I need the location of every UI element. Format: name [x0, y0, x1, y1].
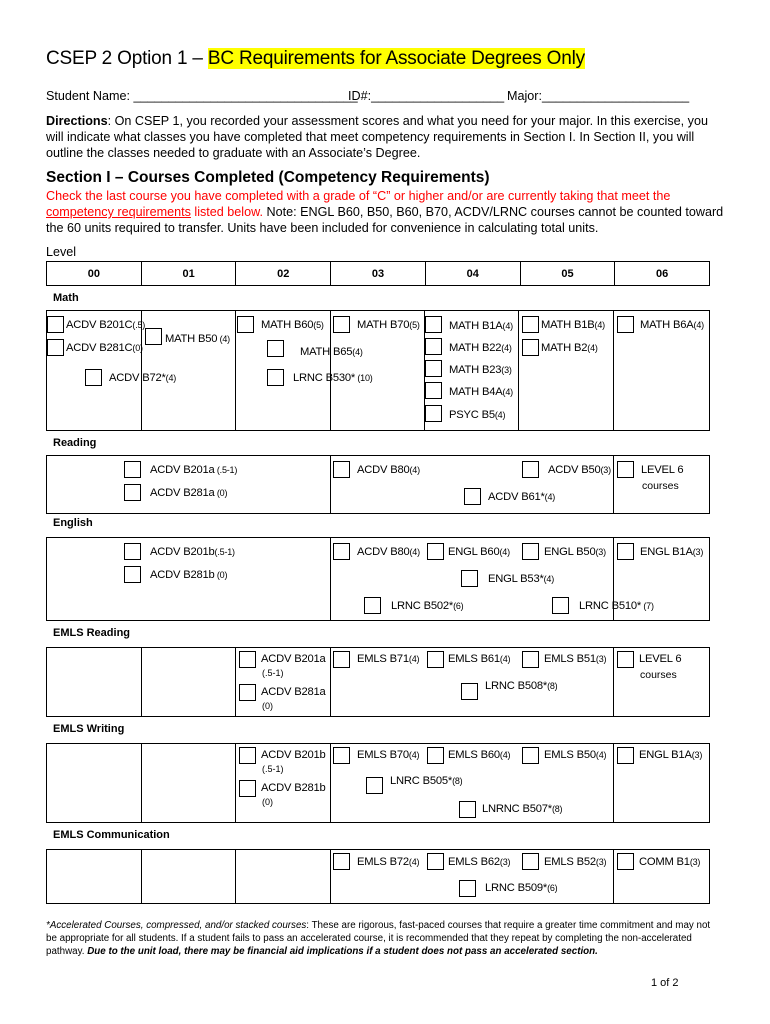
emls-b61-units: (4): [499, 654, 511, 664]
comm-b1-checkbox[interactable]: [617, 853, 634, 870]
math-b50-units: (4): [217, 334, 230, 344]
emls-writing-acdv-b281b-checkbox[interactable]: [239, 780, 256, 797]
emls-b60-checkbox[interactable]: [427, 747, 444, 764]
instructions-red: Check the last course you have completed with a grade of “C” or higher and/or are currently taking that meet the: [46, 189, 671, 203]
engl-b53-name: ENGL B53*: [488, 573, 544, 585]
acdv-b72-checkbox[interactable]: [85, 369, 102, 386]
reading-acdv-b61-checkbox[interactable]: [464, 488, 481, 505]
math-b6a-checkbox[interactable]: [617, 316, 634, 333]
reading-acdv-b50-name: ACDV B50: [548, 464, 601, 476]
major-field[interactable]: Major:_____________________: [507, 89, 690, 103]
section-instructions: [46, 188, 728, 236]
acdv-b201c-units: (.5): [132, 320, 146, 330]
acdv-b281c-label: [66, 342, 143, 354]
emls-b72-units: (4): [408, 857, 420, 867]
engl-b60-checkbox[interactable]: [427, 543, 444, 560]
english-engl-b1a-label: [640, 546, 703, 558]
level-02: 02: [236, 262, 331, 285]
emls-b51-name: EMLS B51: [544, 653, 596, 665]
page-number: 1 of 2: [651, 977, 679, 989]
acdv-b201c-checkbox[interactable]: [47, 316, 64, 333]
directions-label: Directions: [46, 114, 108, 128]
emls-reading-section-label: EMLS Reading: [53, 627, 131, 639]
english-engl-b1a-units: (3): [692, 547, 704, 557]
emls-b51-units: (3): [595, 654, 607, 664]
emls-b62-label: [448, 856, 510, 868]
emls-writing-acdv-b281b-label: ACDV B281b: [261, 782, 326, 794]
psyc-b5-name: PSYC B5: [449, 409, 495, 421]
math-b1a-name: MATH B1A: [449, 320, 503, 332]
math-b1b-units: (4): [594, 320, 605, 330]
math-b1b-name: MATH B1B: [541, 319, 595, 331]
lrnc-b502-name: LRNC B502*: [391, 600, 454, 612]
lrnc-b502-label: [391, 600, 463, 612]
math-b1a-label: [449, 320, 513, 332]
acdv-b72-units: (4): [165, 373, 177, 383]
footnote-text: : These are rigorous, fast-paced courses that require a greater time commitment and may not be appropriate for all students. If a student fails to pass an accelerated course, it is recommended that they repeat by completing the non-accelerated pathway.: [46, 920, 711, 957]
english-engl-b1a-name: ENGL B1A: [640, 546, 693, 558]
math-b60-checkbox[interactable]: [237, 316, 254, 333]
reading-acdv-b61-name: ACDV B61*: [488, 491, 545, 503]
level-label: Level: [46, 245, 77, 259]
acdv-b281c-checkbox[interactable]: [47, 339, 64, 356]
lnrnc-b507-label: [482, 803, 562, 815]
reading-acdv-b50-checkbox[interactable]: [522, 461, 539, 478]
emls-b62-checkbox[interactable]: [427, 853, 444, 870]
math-b23-checkbox[interactable]: [425, 360, 442, 377]
emls-b70-units: (4): [408, 750, 420, 760]
emls-reading-acdv-b201a-label: ACDV B201a: [261, 653, 326, 665]
psyc-b5-checkbox[interactable]: [425, 405, 442, 422]
section-heading: Section I – Courses Completed (Competency Requirements): [46, 169, 490, 186]
math-b2-label: [541, 342, 598, 354]
reading-acdv-b281a-units: (0): [214, 488, 228, 498]
math-b50-label: [165, 333, 230, 345]
emls-b61-name: EMLS B61: [448, 653, 500, 665]
level-05: 05: [521, 262, 616, 285]
emls-b51-label: [544, 653, 606, 665]
emls-reading-acdv-b281a-units: (0): [262, 701, 273, 711]
reading-acdv-b50-label: [548, 464, 611, 476]
math-b2-name: MATH B2: [541, 342, 588, 354]
english-acdv-b281b-label: [150, 569, 227, 581]
emls-b72-name: EMLS B72: [357, 856, 409, 868]
emls-writing-engl-b1a-label: [639, 749, 702, 761]
lnrnc-b507-checkbox[interactable]: [459, 801, 476, 818]
lnrnc-b507-units: (8): [551, 804, 563, 814]
emls-b62-name: EMLS B62: [448, 856, 500, 868]
math-b4a-units: (4): [502, 387, 513, 397]
emls-b51-checkbox[interactable]: [522, 651, 539, 668]
math-section-label: Math: [53, 292, 79, 304]
emls-writing-acdv-b201b-checkbox[interactable]: [239, 747, 256, 764]
math-b70-label: [357, 319, 420, 331]
math-b65-name: MATH B65: [300, 346, 353, 358]
acdv-b72-label: [109, 372, 176, 384]
math-b4a-checkbox[interactable]: [425, 382, 442, 399]
footnote: [46, 919, 718, 958]
lrnc-b510-units: (7): [641, 601, 654, 611]
emls-writing-acdv-b201b-units: (.5-1): [262, 764, 284, 774]
math-b65-label: [300, 346, 363, 358]
id-field[interactable]: ID#:___________________: [348, 89, 505, 103]
reading-acdv-b281a-checkbox[interactable]: [124, 484, 141, 501]
engl-b53-checkbox[interactable]: [461, 570, 478, 587]
emls-b71-units: (4): [408, 654, 420, 664]
math-b65-checkbox[interactable]: [267, 340, 284, 357]
emls-b61-label: [448, 653, 510, 665]
reading-acdv-b281a-name: ACDV B281a: [150, 487, 215, 499]
engl-b60-label: [448, 546, 510, 558]
english-acdv-b281b-name: ACDV B281b: [150, 569, 215, 581]
reading-acdv-b281a-label: [150, 487, 227, 499]
emls-b71-name: EMLS B71: [357, 653, 409, 665]
reading-acdv-b201a-checkbox[interactable]: [124, 461, 141, 478]
english-acdv-b281b-units: (0): [214, 570, 228, 580]
instructions-note: Note: ENGL B60, B50, B60, B70, ACDV/LRNC courses cannot be counted toward the 60 units required to transfer. Units have been included for convenience in calculating total units.: [46, 205, 724, 235]
math-b6a-label: [640, 319, 704, 331]
lrnc-b502-units: (6): [453, 601, 464, 611]
lrnc-b508-name: LRNC B508*: [485, 680, 548, 692]
emls-b71-label: [357, 653, 419, 665]
math-b4a-label: [449, 386, 513, 398]
engl-b50-label: [544, 546, 606, 558]
lnrc-b505-label: [390, 775, 462, 787]
comm-b1-label: [639, 856, 700, 868]
emls-writing-acdv-b201b-label: ACDV B201b: [261, 749, 326, 761]
emls-writing-engl-b1a-name: ENGL B1A: [639, 749, 692, 761]
math-b22-label: [449, 342, 512, 354]
comm-b1-units: (3): [689, 857, 701, 867]
lnrnc-b507-name: LNRNC B507*: [482, 803, 552, 815]
reading-acdv-b61-label: [488, 491, 555, 503]
emls-b60-label: [448, 749, 510, 761]
emls-b50-checkbox[interactable]: [522, 747, 539, 764]
lrnc-b502-checkbox[interactable]: [364, 597, 381, 614]
emls-b72-checkbox[interactable]: [333, 853, 350, 870]
emls-writing-engl-b1a-units: (3): [691, 750, 703, 760]
math-b22-units: (4): [501, 343, 512, 353]
lrnc-b508-units: (8): [547, 681, 558, 691]
emls-writing-section-label: EMLS Writing: [53, 723, 125, 735]
emls-reading-acdv-b281a-label: ACDV B281a: [261, 686, 326, 698]
math-b6a-units: (4): [693, 320, 704, 330]
emls-b71-checkbox[interactable]: [333, 651, 350, 668]
engl-b60-units: (4): [499, 547, 510, 557]
math-b60-label: [261, 319, 324, 331]
math-b65-units: (4): [352, 347, 363, 357]
lrnc-b509-name: LRNC B509*: [485, 882, 548, 894]
emls-reading-acdv-b281a-checkbox[interactable]: [239, 684, 256, 701]
emls-b60-units: (4): [499, 750, 511, 760]
reading-acdv-b50-units: (3): [600, 465, 611, 475]
engl-b50-checkbox[interactable]: [522, 543, 539, 560]
math-b70-checkbox[interactable]: [333, 316, 350, 333]
engl-b60-name: ENGL B60: [448, 546, 500, 558]
math-b60-name: MATH B60: [261, 319, 314, 331]
lnrc-b505-name: LNRC B505*: [390, 775, 453, 787]
emls-b62-units: (3): [499, 857, 511, 867]
reading-acdv-b80-name: ACDV B80: [357, 464, 410, 476]
lnrc-b505-units: (8): [452, 776, 463, 786]
emls-reading-level6-label: LEVEL 6: [639, 653, 682, 665]
math-b1b-label: [541, 319, 605, 331]
lrnc-b510-name: LRNC B510*: [579, 600, 642, 612]
emls-b50-name: EMLS B50: [544, 749, 596, 761]
reading-acdv-b201a-name: ACDV B201a: [150, 464, 215, 476]
emls-b50-units: (4): [595, 750, 607, 760]
math-b50-name: MATH B50: [165, 333, 218, 345]
lrnc-b509-units: (6): [547, 883, 558, 893]
level-00: 00: [47, 262, 142, 285]
footnote-warning: Due to the unit load, there may be financial aid implications if a student does not pass an accelerated section.: [87, 946, 598, 957]
emls-communication-section-label: EMLS Communication: [53, 829, 170, 841]
math-b2-checkbox[interactable]: [522, 339, 539, 356]
directions-text: : On CSEP 1, you recorded your assessment scores and what you need for your major. In this exercise, you will indicate what classes you have completed that meet competency requirements in Section I. In Section II, you will outline the classes needed to graduate with an Associate’s Degree.: [46, 114, 708, 160]
math-b22-name: MATH B22: [449, 342, 502, 354]
lnrc-b505-checkbox[interactable]: [366, 777, 383, 794]
reading-level6-sub: courses: [642, 480, 679, 492]
emls-reading-acdv-b201a-checkbox[interactable]: [239, 651, 256, 668]
emls-b52-checkbox[interactable]: [522, 853, 539, 870]
math-b23-label: [449, 364, 512, 376]
math-b6a-name: MATH B6A: [640, 319, 694, 331]
math-b70-units: (5): [409, 320, 420, 330]
emls-b50-label: [544, 749, 606, 761]
english-acdv-b201b-label: [150, 546, 235, 558]
page-title: [46, 48, 585, 70]
lrnc-b530-name: LRNC B530*: [293, 372, 356, 384]
lrnc-b508-checkbox[interactable]: [461, 683, 478, 700]
lrnc-b509-label: [485, 882, 557, 894]
english-acdv-b80-checkbox[interactable]: [333, 543, 350, 560]
math-b2-units: (4): [587, 343, 598, 353]
math-b1a-units: (4): [502, 321, 513, 331]
psyc-b5-label: [449, 409, 505, 421]
emls-b60-name: EMLS B60: [448, 749, 500, 761]
lrnc-b530-label: [293, 372, 373, 384]
english-section-label: English: [53, 517, 93, 529]
reading-acdv-b80-checkbox[interactable]: [333, 461, 350, 478]
footnote-label: *Accelerated Courses, compressed, and/or stacked courses: [46, 920, 307, 931]
math-b23-name: MATH B23: [449, 364, 502, 376]
math-b50-checkbox[interactable]: [145, 328, 162, 345]
title-prefix: CSEP 2 Option 1 –: [46, 48, 208, 69]
math-b1a-checkbox[interactable]: [425, 316, 442, 333]
english-acdv-b201b-name: ACDV B201b: [150, 546, 215, 558]
lrnc-b530-checkbox[interactable]: [267, 369, 284, 386]
emls-b61-checkbox[interactable]: [427, 651, 444, 668]
math-b1b-checkbox[interactable]: [522, 316, 539, 333]
english-acdv-b281b-checkbox[interactable]: [124, 566, 141, 583]
emls-reading-level6-checkbox[interactable]: [617, 651, 634, 668]
level-01: 01: [142, 262, 237, 285]
math-b70-name: MATH B70: [357, 319, 410, 331]
engl-b53-label: [488, 573, 554, 585]
math-b4a-name: MATH B4A: [449, 386, 503, 398]
emls-writing-engl-b1a-checkbox[interactable]: [617, 747, 634, 764]
reading-section-label: Reading: [53, 437, 97, 449]
reading-acdv-b201a-label: [150, 464, 237, 476]
english-acdv-b201b-units: (.5-1): [214, 547, 235, 557]
engl-b53-units: (4): [543, 574, 555, 584]
comm-b1-name: COMM B1: [639, 856, 690, 868]
emls-b70-checkbox[interactable]: [333, 747, 350, 764]
english-acdv-b80-name: ACDV B80: [357, 546, 410, 558]
engl-b50-name: ENGL B50: [544, 546, 596, 558]
lrnc-b508-label: [485, 680, 557, 692]
emls-b52-units: (3): [595, 857, 607, 867]
level-03: 03: [331, 262, 426, 285]
psyc-b5-units: (4): [494, 410, 506, 420]
title-highlight: BC Requirements for Associate Degrees Only: [207, 48, 585, 69]
reading-acdv-b80-label: [357, 464, 420, 476]
emls-writing-acdv-b281b-units: (0): [262, 797, 273, 807]
emls-b70-name: EMLS B70: [357, 749, 409, 761]
instructions-underlined: competency requirements: [46, 205, 191, 219]
directions: [46, 113, 716, 161]
emls-reading-acdv-b201a-units: (.5-1): [262, 668, 284, 678]
emls-b52-name: EMLS B52: [544, 856, 596, 868]
emls-b52-label: [544, 856, 606, 868]
reading-level6-checkbox[interactable]: [617, 461, 634, 478]
lrnc-b510-label: [579, 600, 654, 612]
english-acdv-b80-units: (4): [409, 547, 420, 557]
acdv-b72-name: ACDV B72*: [109, 372, 166, 384]
acdv-b281c-name: ACDV B281C: [66, 342, 133, 354]
math-b60-units: (5): [313, 320, 324, 330]
lrnc-b510-checkbox[interactable]: [552, 597, 569, 614]
math-b22-checkbox[interactable]: [425, 338, 442, 355]
english-acdv-b80-label: [357, 546, 420, 558]
level-06: 06: [656, 267, 669, 280]
reading-acdv-b201a-units: (.5-1): [214, 465, 238, 475]
level-04: 04: [426, 262, 521, 285]
english-acdv-b201b-checkbox[interactable]: [124, 543, 141, 560]
emls-b72-label: [357, 856, 419, 868]
student-name-field[interactable]: Student Name: ________________________________: [46, 89, 358, 103]
emls-reading-level6-sub: courses: [640, 669, 677, 681]
level-header: [46, 261, 710, 286]
acdv-b201c-label: [66, 319, 145, 331]
english-engl-b1a-checkbox[interactable]: [617, 543, 634, 560]
acdv-b201c-name: ACDV B201C: [66, 319, 133, 331]
emls-b70-label: [357, 749, 419, 761]
instructions-red-tail: listed below.: [190, 205, 264, 219]
lrnc-b509-checkbox[interactable]: [459, 880, 476, 897]
math-b23-units: (3): [501, 365, 512, 375]
reading-level6-label: LEVEL 6: [641, 464, 684, 476]
reading-acdv-b61-units: (4): [544, 492, 556, 502]
acdv-b281c-units: (0): [132, 343, 143, 353]
engl-b50-units: (3): [595, 547, 606, 557]
lrnc-b530-units: (10): [355, 373, 373, 383]
reading-acdv-b80-units: (4): [409, 465, 420, 475]
